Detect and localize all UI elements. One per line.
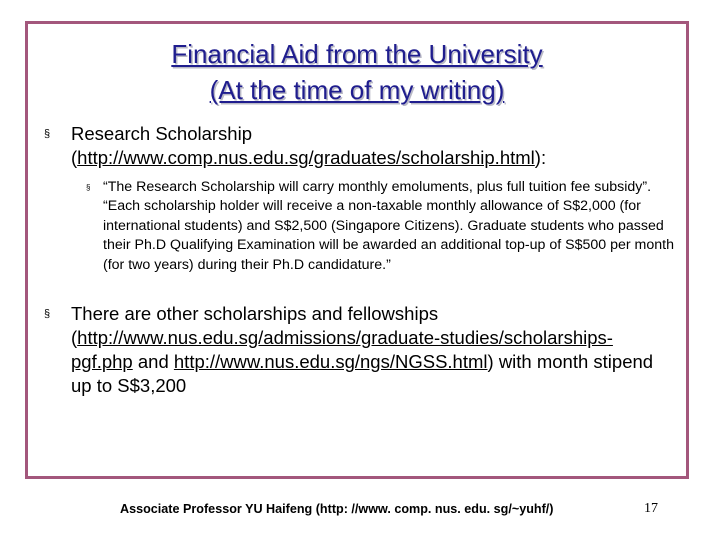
bullet-text-pre: Research Scholarship ( (71, 123, 252, 168)
bullet-marker: § (44, 128, 51, 140)
bullet-research-scholarship (44, 122, 674, 170)
ngss-link[interactable]: http://www.nus.edu.sg/ngs/NGSS.html (173, 351, 488, 372)
bullet-text (71, 122, 674, 170)
sub-bullet-marker: § (86, 183, 91, 192)
scholarships-pgf-link[interactable]: http://www.nus.edu.sg/admissions/graduate-studies/scholarships-pgf.php (71, 327, 613, 372)
bullet-other-scholarships (44, 302, 674, 398)
sub-bullet-text: “The Research Scholarship will carry monthly emoluments, plus full tuition fee subsidy”. “Each scholarship holder will receive a non-taxable monthly allowance of S$2,000 (for international students) and S$2,500 (Singapore Citizens). Graduate students who passed their Ph.D Qualifying Examination will be awarded an additional top-up of S$500 per month (for two years) during their Ph.D candidature.” (103, 179, 674, 273)
slide-title (25, 36, 689, 108)
title-line-1: Financial Aid from the University (171, 39, 543, 69)
bullet-text-pre: There are other scholarships and fellowships ( (71, 303, 439, 348)
page-number: 17 (644, 501, 658, 516)
slide-footer: Associate Professor YU Haifeng (http: //www. comp. nus. edu. sg/~yuhf/) (120, 502, 554, 516)
bullet-marker: § (44, 308, 51, 320)
bullet-text-mid: and (132, 351, 174, 372)
title-line-2: (At the time of my writing) (209, 75, 505, 105)
bullet-text-post: ): (534, 147, 547, 168)
sub-bullet-scholarship-details (86, 178, 682, 275)
bullet-text (71, 302, 674, 398)
bullet-text-post: ) with month stipend up to S$3,200 (71, 351, 654, 396)
scholarship-link[interactable]: http://www.comp.nus.edu.sg/graduates/scholarship.html (77, 147, 535, 168)
